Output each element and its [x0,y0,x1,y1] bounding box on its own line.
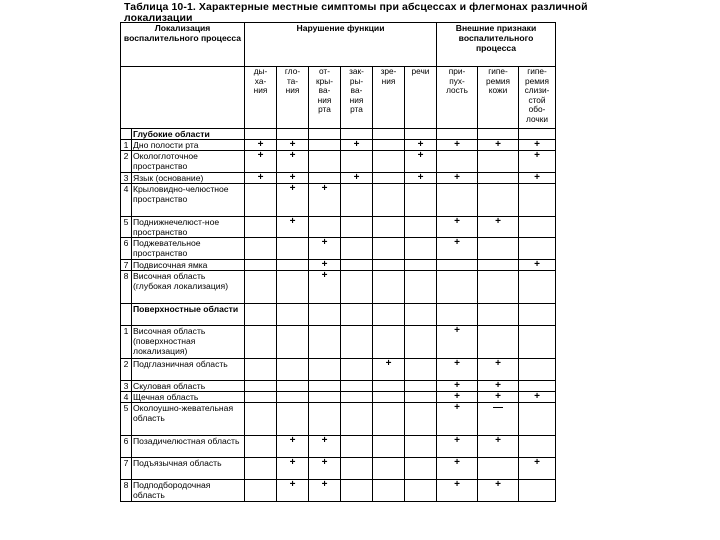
symptom-mark [341,436,373,458]
symptom-mark [245,238,277,260]
symptom-mark [245,326,277,359]
symptom-mark [519,359,556,381]
empty-cell [277,304,309,326]
symptom-mark: + [437,359,478,381]
symptom-mark: + [519,392,556,403]
symptom-mark [405,480,437,502]
symptom-mark [373,184,405,217]
symptom-mark [373,381,405,392]
table-row [121,217,556,238]
symptom-mark [405,458,437,480]
empty-cell [245,304,277,326]
empty-cell [519,129,556,140]
header-function-col: зак- ры- ва- ния ртa [341,67,373,129]
symptom-mark [373,140,405,151]
symptom-mark: + [309,271,341,304]
empty-cell [245,129,277,140]
empty-cell [373,304,405,326]
symptom-mark [245,480,277,502]
empty-cell [277,129,309,140]
symptom-mark [519,326,556,359]
symptom-mark [519,217,556,238]
row-localization: Височная область (поверхностная локализация) [132,326,245,359]
row-localization: Язык (основание) [132,173,245,184]
symptom-mark: + [277,217,309,238]
symptom-mark [277,271,309,304]
table-row [121,271,556,304]
header-function-col: зре- ния [373,67,405,129]
symptom-mark: — [478,403,519,436]
row-number: 4 [121,184,132,217]
empty-cell [309,129,341,140]
symptom-mark [478,151,519,173]
symptom-mark: + [277,480,309,502]
symptom-mark: + [309,184,341,217]
symptom-mark [373,217,405,238]
row-localization: Позадичелюстная область [132,436,245,458]
symptom-mark [519,271,556,304]
symptom-mark [478,238,519,260]
symptom-mark: + [437,392,478,403]
row-number: 4 [121,392,132,403]
row-localization: Поджевательное пространство [132,238,245,260]
symptom-mark [519,436,556,458]
row-number: 2 [121,359,132,381]
symptom-mark [245,458,277,480]
empty-cell [519,304,556,326]
row-number: 5 [121,403,132,436]
symptom-mark [519,403,556,436]
symptom-mark [309,392,341,403]
row-localization: Околоушно-жевательная область [132,403,245,436]
symptom-mark [341,381,373,392]
empty-cell [478,304,519,326]
table-row [121,359,556,381]
symptom-mark: + [277,173,309,184]
row-localization: Подподбородочная область [132,480,245,502]
symptom-mark [437,271,478,304]
table-row [121,260,556,271]
symptom-mark [405,381,437,392]
symptom-mark: + [341,173,373,184]
symptom-mark [309,217,341,238]
symptom-mark [478,173,519,184]
symptom-mark [519,184,556,217]
symptom-mark [405,326,437,359]
symptom-mark: + [478,381,519,392]
symptom-mark: + [437,381,478,392]
header-localization: Локализация воспалительного процесса [121,23,245,67]
row-localization: Поднижнечелюст-ное пространство [132,217,245,238]
row-number: 7 [121,260,132,271]
row-number: 6 [121,436,132,458]
section-row [121,304,556,326]
symptom-mark [245,260,277,271]
empty-cell [405,129,437,140]
header-function-col: гло- та- ния [277,67,309,129]
symptom-mark: + [309,260,341,271]
header-function-col: речи [405,67,437,129]
symptom-mark [437,260,478,271]
empty-cell [373,129,405,140]
table-row [121,238,556,260]
symptom-mark: + [277,436,309,458]
symptom-mark [341,217,373,238]
symptom-mark [373,260,405,271]
table-row [121,436,556,458]
symptom-mark [373,326,405,359]
header-function-col: ды- ха- ния [245,67,277,129]
symptom-mark: + [373,359,405,381]
symptom-mark [341,403,373,436]
symptom-mark [478,458,519,480]
symptom-mark: + [478,392,519,403]
row-number: 3 [121,381,132,392]
symptom-mark: + [309,436,341,458]
symptom-mark [341,326,373,359]
row-number: 6 [121,238,132,260]
empty-cell [405,304,437,326]
table-row [121,381,556,392]
symptom-mark: + [277,151,309,173]
symptom-mark [341,151,373,173]
section-title: Поверхностные области [132,304,245,326]
row-localization: Подглазничная область [132,359,245,381]
symptom-mark [373,151,405,173]
symptom-mark [277,260,309,271]
row-localization: Скуловая область [132,381,245,392]
symptom-mark: + [437,140,478,151]
table-caption: Таблица 10-1. Характерные местные симптомы при абсцессах и флегмонах различной локализации [124,1,588,24]
symptom-mark: + [437,436,478,458]
symptom-mark: + [437,458,478,480]
row-localization: Крыловидно-челюстное пространство [132,184,245,217]
table-row [121,480,556,502]
row-number: 1 [121,140,132,151]
symptom-mark [277,359,309,381]
section-number-cell [121,304,132,326]
row-localization: Подъязычная область [132,458,245,480]
symptom-mark: + [437,173,478,184]
symptom-mark [245,359,277,381]
symptom-mark: + [309,238,341,260]
symptom-mark [478,260,519,271]
symptom-mark [405,238,437,260]
symptom-mark [373,403,405,436]
symptom-mark [277,381,309,392]
symptom-mark [478,184,519,217]
symptom-mark: + [478,140,519,151]
section-number-cell [121,129,132,140]
symptom-mark: + [478,217,519,238]
table-row [121,173,556,184]
symptom-mark: + [437,217,478,238]
symptom-mark: + [245,173,277,184]
symptom-mark [405,359,437,381]
table-row [121,140,556,151]
symptom-mark: + [437,403,478,436]
symptom-mark [478,271,519,304]
empty-cell [437,304,478,326]
symptom-mark [373,173,405,184]
empty-cell [437,129,478,140]
symptom-mark [373,436,405,458]
empty-cell [478,129,519,140]
symptom-mark [245,436,277,458]
symptom-mark [245,392,277,403]
symptom-mark [519,381,556,392]
header-external-col: при- пух- лость [437,67,478,129]
symptom-mark [405,184,437,217]
section-title: Глубокие области [132,129,245,140]
symptom-mark [373,271,405,304]
symptom-mark: + [519,173,556,184]
header-external-col: гипе- ремия слизи- стой обо- лочки [519,67,556,129]
header-blank [121,67,245,129]
row-localization: Щечная область [132,392,245,403]
row-localization: Окологлоточное пространство [132,151,245,173]
symptom-mark: + [519,140,556,151]
symptom-mark [341,271,373,304]
symptom-mark [405,403,437,436]
symptom-mark [341,260,373,271]
header-external-group: Внешние признаки воспалительного процесса [437,23,556,67]
symptom-mark [437,184,478,217]
empty-cell [341,129,373,140]
table-row [121,458,556,480]
symptom-mark: + [341,140,373,151]
symptom-mark [277,326,309,359]
symptom-mark: + [245,151,277,173]
symptom-mark: + [478,436,519,458]
symptom-mark: + [309,458,341,480]
header-function-group: Нарушение функции [245,23,437,67]
symptom-mark: + [309,480,341,502]
empty-cell [309,304,341,326]
symptom-mark: + [405,151,437,173]
symptom-mark: + [245,140,277,151]
symptom-mark [309,403,341,436]
symptom-mark [519,238,556,260]
symptom-mark [373,238,405,260]
symptom-mark [277,392,309,403]
symptom-mark: + [437,480,478,502]
symptom-mark [437,151,478,173]
symptom-mark [341,392,373,403]
row-number: 7 [121,458,132,480]
symptom-mark: + [437,326,478,359]
symptom-mark [309,359,341,381]
symptom-mark [373,392,405,403]
symptom-mark [405,260,437,271]
row-localization: Дно полости рта [132,140,245,151]
symptom-mark [341,238,373,260]
table-row [121,184,556,217]
table-row [121,326,556,359]
symptom-mark [309,381,341,392]
symptom-mark: + [519,151,556,173]
symptom-mark [341,480,373,502]
symptom-mark: + [519,260,556,271]
symptom-mark [405,436,437,458]
row-number: 8 [121,271,132,304]
symptom-mark: + [405,140,437,151]
symptom-mark: + [277,184,309,217]
section-row [121,129,556,140]
symptom-mark [341,359,373,381]
symptom-mark [245,217,277,238]
symptom-mark [245,381,277,392]
symptoms-table [120,22,556,502]
symptom-mark: + [478,480,519,502]
symptom-mark: + [277,458,309,480]
symptom-mark [405,217,437,238]
symptom-mark [405,271,437,304]
symptom-mark [277,238,309,260]
symptom-mark [405,392,437,403]
row-localization: Подвисочная ямка [132,260,245,271]
symptom-mark [341,458,373,480]
table-row [121,392,556,403]
symptom-mark: + [519,458,556,480]
row-number: 8 [121,480,132,502]
symptom-mark [341,184,373,217]
symptom-mark: + [478,359,519,381]
symptom-mark [245,184,277,217]
table-row [121,403,556,436]
row-localization: Височная область (глубокая локализация) [132,271,245,304]
symptom-mark [373,458,405,480]
row-number: 3 [121,173,132,184]
symptom-mark [519,480,556,502]
row-number: 5 [121,217,132,238]
header-function-col: от- кры- ва- ния ртa [309,67,341,129]
symptom-mark [277,403,309,436]
table-row [121,151,556,173]
symptom-mark [373,480,405,502]
symptom-mark [478,326,519,359]
symptom-mark: + [405,173,437,184]
row-number: 2 [121,151,132,173]
row-number: 1 [121,326,132,359]
symptom-mark [309,151,341,173]
symptom-mark [309,173,341,184]
empty-cell [341,304,373,326]
symptom-mark [309,326,341,359]
symptom-mark: + [277,140,309,151]
symptom-mark [245,403,277,436]
header-external-col: гипе- ремия кожи [478,67,519,129]
symptom-mark: + [437,238,478,260]
symptom-mark [309,140,341,151]
symptom-mark [245,271,277,304]
